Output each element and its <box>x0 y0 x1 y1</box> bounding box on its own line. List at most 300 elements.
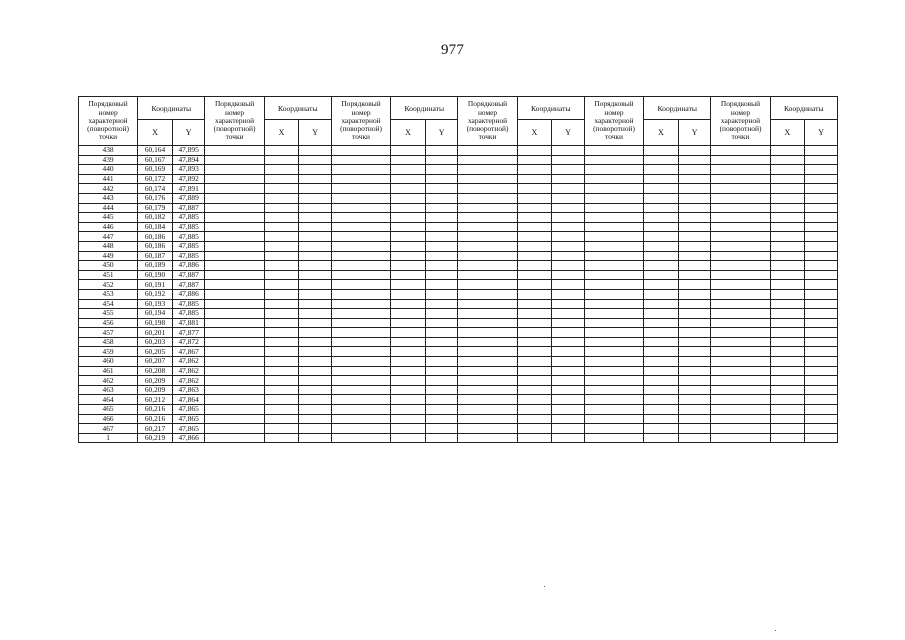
empty-cell <box>644 203 679 213</box>
empty-cell <box>517 280 552 290</box>
empty-cell <box>805 395 838 405</box>
empty-cell <box>711 251 770 261</box>
table-row <box>79 280 838 290</box>
empty-cell <box>205 251 264 261</box>
y-value-cell: 47,862 <box>172 357 205 367</box>
empty-cell <box>517 155 552 165</box>
empty-cell <box>458 424 517 434</box>
x-value-cell: 60,201 <box>138 328 173 338</box>
y-header: Y <box>172 120 205 146</box>
empty-cell <box>391 184 426 194</box>
empty-cell <box>552 385 585 395</box>
table-row <box>79 174 838 184</box>
point-number-header: Порядковый номер характерной (поворотной) точки <box>584 97 643 146</box>
empty-cell <box>299 299 332 309</box>
empty-cell <box>678 251 711 261</box>
empty-cell <box>205 376 264 386</box>
x-value-cell: 60,192 <box>138 289 173 299</box>
empty-cell <box>458 347 517 357</box>
empty-cell <box>711 376 770 386</box>
x-value-cell: 60,193 <box>138 299 173 309</box>
empty-cell <box>299 155 332 165</box>
empty-cell <box>458 299 517 309</box>
empty-cell <box>552 193 585 203</box>
table-row <box>79 232 838 242</box>
empty-cell <box>517 405 552 415</box>
empty-cell <box>805 203 838 213</box>
empty-cell <box>205 405 264 415</box>
empty-cell <box>678 309 711 319</box>
empty-cell <box>584 280 643 290</box>
y-value-cell: 47,862 <box>172 376 205 386</box>
empty-cell <box>552 280 585 290</box>
empty-cell <box>584 376 643 386</box>
empty-cell <box>805 261 838 271</box>
y-value-cell: 47,893 <box>172 165 205 175</box>
empty-cell <box>805 424 838 434</box>
empty-cell <box>299 251 332 261</box>
empty-cell <box>517 184 552 194</box>
empty-cell <box>331 414 390 424</box>
y-value-cell: 47,867 <box>172 347 205 357</box>
y-value-cell: 47,886 <box>172 289 205 299</box>
y-value-cell: 47,885 <box>172 222 205 232</box>
empty-cell <box>425 424 458 434</box>
empty-cell <box>331 424 390 434</box>
empty-cell <box>331 318 390 328</box>
empty-cell <box>678 414 711 424</box>
empty-cell <box>644 328 679 338</box>
empty-cell <box>517 414 552 424</box>
empty-cell <box>805 213 838 223</box>
y-value-cell: 47,885 <box>172 232 205 242</box>
empty-cell <box>425 232 458 242</box>
empty-cell <box>331 203 390 213</box>
empty-cell <box>425 347 458 357</box>
empty-cell <box>331 395 390 405</box>
empty-cell <box>644 414 679 424</box>
empty-cell <box>264 146 299 156</box>
empty-cell <box>770 193 805 203</box>
empty-cell <box>331 376 390 386</box>
point-number-cell: 463 <box>79 385 138 395</box>
empty-cell <box>425 184 458 194</box>
empty-cell <box>458 414 517 424</box>
empty-cell <box>458 193 517 203</box>
empty-cell <box>391 165 426 175</box>
x-value-cell: 60,189 <box>138 261 173 271</box>
empty-cell <box>391 433 426 443</box>
empty-cell <box>770 366 805 376</box>
empty-cell <box>805 289 838 299</box>
empty-cell <box>331 155 390 165</box>
empty-cell <box>711 203 770 213</box>
empty-cell <box>458 213 517 223</box>
empty-cell <box>425 155 458 165</box>
table-row <box>79 376 838 386</box>
empty-cell <box>391 424 426 434</box>
empty-cell <box>264 357 299 367</box>
empty-cell <box>458 309 517 319</box>
empty-cell <box>299 165 332 175</box>
empty-cell <box>678 289 711 299</box>
y-value-cell: 47,886 <box>172 261 205 271</box>
empty-cell <box>644 289 679 299</box>
empty-cell <box>517 232 552 242</box>
point-number-cell: 460 <box>79 357 138 367</box>
empty-cell <box>458 289 517 299</box>
empty-cell <box>770 433 805 443</box>
empty-cell <box>264 261 299 271</box>
empty-cell <box>770 318 805 328</box>
empty-cell <box>264 251 299 261</box>
point-number-cell: 466 <box>79 414 138 424</box>
empty-cell <box>805 280 838 290</box>
empty-cell <box>205 174 264 184</box>
empty-cell <box>678 241 711 251</box>
table-row <box>79 433 838 443</box>
empty-cell <box>552 222 585 232</box>
empty-cell <box>552 347 585 357</box>
empty-cell <box>458 203 517 213</box>
empty-cell <box>584 193 643 203</box>
empty-cell <box>458 251 517 261</box>
empty-cell <box>299 193 332 203</box>
empty-cell <box>517 385 552 395</box>
empty-cell <box>711 193 770 203</box>
empty-cell <box>770 328 805 338</box>
point-number-cell: 453 <box>79 289 138 299</box>
empty-cell <box>552 213 585 223</box>
x-value-cell: 60,190 <box>138 270 173 280</box>
point-number-cell: 452 <box>79 280 138 290</box>
x-value-cell: 60,216 <box>138 405 173 415</box>
empty-cell <box>425 405 458 415</box>
empty-cell <box>644 213 679 223</box>
empty-cell <box>299 309 332 319</box>
table-row <box>79 184 838 194</box>
empty-cell <box>391 280 426 290</box>
empty-cell <box>644 376 679 386</box>
empty-cell <box>391 146 426 156</box>
empty-cell <box>425 337 458 347</box>
point-number-cell: 448 <box>79 241 138 251</box>
coordinates-header: Координаты <box>644 97 711 120</box>
empty-cell <box>425 280 458 290</box>
coordinates-header: Координаты <box>770 97 837 120</box>
y-value-cell: 47,887 <box>172 270 205 280</box>
empty-cell <box>644 241 679 251</box>
empty-cell <box>552 184 585 194</box>
empty-cell <box>391 251 426 261</box>
empty-cell <box>805 318 838 328</box>
empty-cell <box>805 385 838 395</box>
empty-cell <box>711 270 770 280</box>
empty-cell <box>552 376 585 386</box>
empty-cell <box>584 222 643 232</box>
page-number: 977 <box>440 42 465 58</box>
empty-cell <box>517 251 552 261</box>
empty-cell <box>205 261 264 271</box>
empty-cell <box>205 299 264 309</box>
empty-cell <box>678 261 711 271</box>
empty-cell <box>644 395 679 405</box>
empty-cell <box>391 385 426 395</box>
empty-cell <box>584 289 643 299</box>
empty-cell <box>331 309 390 319</box>
empty-cell <box>458 165 517 175</box>
table-row <box>79 203 838 213</box>
x-value-cell: 60,191 <box>138 280 173 290</box>
x-value-cell: 60,179 <box>138 203 173 213</box>
empty-cell <box>678 165 711 175</box>
empty-cell <box>678 222 711 232</box>
empty-cell <box>644 222 679 232</box>
empty-cell <box>331 270 390 280</box>
y-value-cell: 47,885 <box>172 241 205 251</box>
empty-cell <box>391 395 426 405</box>
empty-cell <box>552 165 585 175</box>
empty-cell <box>205 414 264 424</box>
empty-cell <box>644 357 679 367</box>
empty-cell <box>264 174 299 184</box>
y-value-cell: 47,895 <box>172 146 205 156</box>
empty-cell <box>299 347 332 357</box>
empty-cell <box>644 184 679 194</box>
empty-cell <box>517 299 552 309</box>
empty-cell <box>584 232 643 242</box>
empty-cell <box>711 289 770 299</box>
empty-cell <box>584 366 643 376</box>
empty-cell <box>517 328 552 338</box>
empty-cell <box>644 337 679 347</box>
empty-cell <box>805 309 838 319</box>
empty-cell <box>264 232 299 242</box>
empty-cell <box>770 376 805 386</box>
x-value-cell: 60,176 <box>138 193 173 203</box>
empty-cell <box>299 395 332 405</box>
empty-cell <box>644 309 679 319</box>
empty-cell <box>264 405 299 415</box>
table-row <box>79 318 838 328</box>
y-value-cell: 47,894 <box>172 155 205 165</box>
empty-cell <box>458 395 517 405</box>
empty-cell <box>391 270 426 280</box>
empty-cell <box>644 366 679 376</box>
empty-cell <box>805 222 838 232</box>
empty-cell <box>584 241 643 251</box>
empty-cell <box>264 241 299 251</box>
x-header: X <box>391 120 426 146</box>
empty-cell <box>678 299 711 309</box>
empty-cell <box>711 222 770 232</box>
empty-cell <box>552 203 585 213</box>
empty-cell <box>331 405 390 415</box>
empty-cell <box>678 347 711 357</box>
empty-cell <box>331 337 390 347</box>
empty-cell <box>425 328 458 338</box>
empty-cell <box>644 433 679 443</box>
empty-cell <box>425 318 458 328</box>
coordinates-header: Координаты <box>517 97 584 120</box>
empty-cell <box>517 337 552 347</box>
scan-speck <box>775 630 776 631</box>
x-value-cell: 60,217 <box>138 424 173 434</box>
empty-cell <box>711 385 770 395</box>
empty-cell <box>299 222 332 232</box>
empty-cell <box>425 376 458 386</box>
empty-cell <box>711 261 770 271</box>
empty-cell <box>205 155 264 165</box>
y-header: Y <box>805 120 838 146</box>
empty-cell <box>205 146 264 156</box>
empty-cell <box>805 357 838 367</box>
empty-cell <box>805 184 838 194</box>
empty-cell <box>331 241 390 251</box>
empty-cell <box>391 405 426 415</box>
point-number-header: Порядковый номер характерной (поворотной) точки <box>711 97 770 146</box>
empty-cell <box>770 222 805 232</box>
empty-cell <box>299 414 332 424</box>
empty-cell <box>644 165 679 175</box>
table-row <box>79 337 838 347</box>
x-value-cell: 60,194 <box>138 309 173 319</box>
empty-cell <box>584 309 643 319</box>
x-value-cell: 60,164 <box>138 146 173 156</box>
empty-cell <box>299 405 332 415</box>
empty-cell <box>391 232 426 242</box>
empty-cell <box>391 309 426 319</box>
empty-cell <box>205 309 264 319</box>
y-value-cell: 47,887 <box>172 203 205 213</box>
empty-cell <box>458 405 517 415</box>
empty-cell <box>805 328 838 338</box>
point-number-cell: 462 <box>79 376 138 386</box>
x-value-cell: 60,184 <box>138 222 173 232</box>
empty-cell <box>678 146 711 156</box>
empty-cell <box>678 357 711 367</box>
point-number-cell: 455 <box>79 309 138 319</box>
table-row <box>79 414 838 424</box>
empty-cell <box>299 213 332 223</box>
empty-cell <box>299 174 332 184</box>
empty-cell <box>552 232 585 242</box>
empty-cell <box>299 203 332 213</box>
empty-cell <box>552 155 585 165</box>
point-number-cell: 450 <box>79 261 138 271</box>
empty-cell <box>770 155 805 165</box>
table-row <box>79 165 838 175</box>
y-header: Y <box>678 120 711 146</box>
empty-cell <box>391 347 426 357</box>
point-number-cell: 446 <box>79 222 138 232</box>
empty-cell <box>264 318 299 328</box>
empty-cell <box>517 193 552 203</box>
y-value-cell: 47,877 <box>172 328 205 338</box>
empty-cell <box>264 270 299 280</box>
y-header: Y <box>299 120 332 146</box>
empty-cell <box>770 174 805 184</box>
empty-cell <box>770 280 805 290</box>
empty-cell <box>299 318 332 328</box>
point-number-cell: 461 <box>79 366 138 376</box>
empty-cell <box>711 184 770 194</box>
empty-cell <box>678 395 711 405</box>
table-row <box>79 395 838 405</box>
empty-cell <box>644 424 679 434</box>
empty-cell <box>805 433 838 443</box>
empty-cell <box>770 213 805 223</box>
empty-cell <box>770 357 805 367</box>
y-value-cell: 47,866 <box>172 433 205 443</box>
empty-cell <box>770 289 805 299</box>
empty-cell <box>678 433 711 443</box>
empty-cell <box>552 309 585 319</box>
empty-cell <box>644 280 679 290</box>
table-row <box>79 155 838 165</box>
empty-cell <box>458 155 517 165</box>
empty-cell <box>264 165 299 175</box>
empty-cell <box>458 261 517 271</box>
x-value-cell: 60,209 <box>138 376 173 386</box>
point-number-header: Порядковый номер характерной (поворотной) точки <box>458 97 517 146</box>
y-value-cell: 47,885 <box>172 299 205 309</box>
empty-cell <box>552 414 585 424</box>
empty-cell <box>264 424 299 434</box>
empty-cell <box>678 366 711 376</box>
y-value-cell: 47,865 <box>172 414 205 424</box>
x-value-cell: 60,209 <box>138 385 173 395</box>
empty-cell <box>205 337 264 347</box>
empty-cell <box>331 222 390 232</box>
empty-cell <box>391 376 426 386</box>
empty-cell <box>425 357 458 367</box>
empty-cell <box>584 318 643 328</box>
empty-cell <box>644 174 679 184</box>
empty-cell <box>711 424 770 434</box>
x-value-cell: 60,174 <box>138 184 173 194</box>
empty-cell <box>644 318 679 328</box>
empty-cell <box>458 385 517 395</box>
empty-cell <box>517 289 552 299</box>
empty-cell <box>517 395 552 405</box>
empty-cell <box>770 232 805 242</box>
empty-cell <box>205 222 264 232</box>
empty-cell <box>678 337 711 347</box>
empty-cell <box>552 357 585 367</box>
empty-cell <box>264 299 299 309</box>
empty-cell <box>205 241 264 251</box>
x-value-cell: 60,208 <box>138 366 173 376</box>
empty-cell <box>517 424 552 434</box>
empty-cell <box>805 270 838 280</box>
empty-cell <box>425 165 458 175</box>
empty-cell <box>299 424 332 434</box>
empty-cell <box>770 241 805 251</box>
empty-cell <box>458 184 517 194</box>
empty-cell <box>264 193 299 203</box>
y-value-cell: 47,881 <box>172 318 205 328</box>
empty-cell <box>770 414 805 424</box>
empty-cell <box>517 213 552 223</box>
x-value-cell: 60,203 <box>138 337 173 347</box>
empty-cell <box>331 184 390 194</box>
empty-cell <box>584 414 643 424</box>
empty-cell <box>678 376 711 386</box>
empty-cell <box>805 146 838 156</box>
empty-cell <box>517 309 552 319</box>
empty-cell <box>770 424 805 434</box>
